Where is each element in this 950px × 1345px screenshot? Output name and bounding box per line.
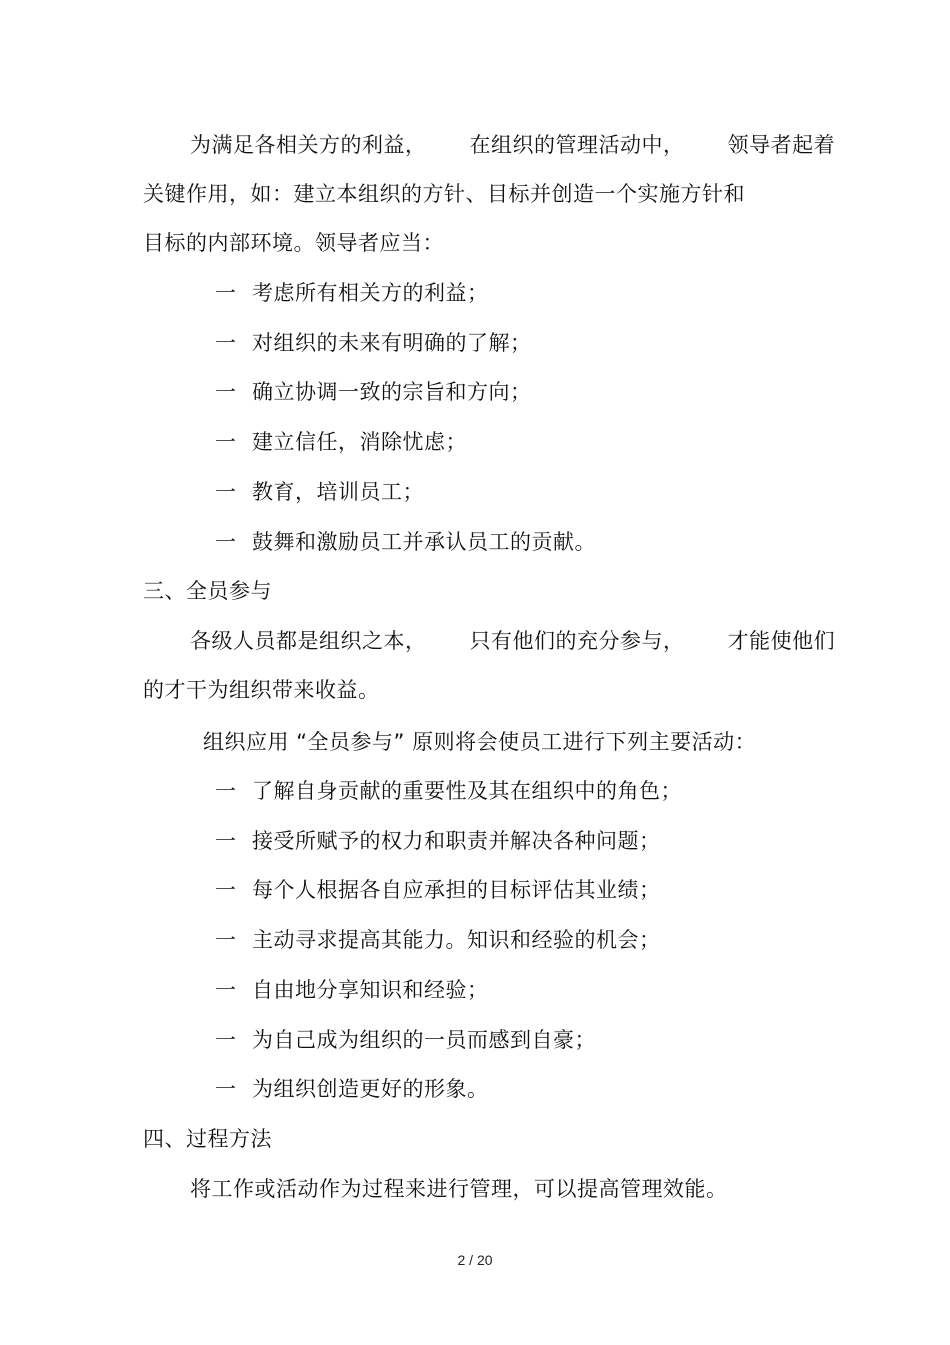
paragraph-line: 关键作用，如：建立本组织的方针、目标并创造一个实施方针和 xyxy=(143,182,745,206)
page-indicator: 2 / 20 xyxy=(457,1252,493,1268)
list-item-text: 了解自身贡献的重要性及其在组织中的角色； xyxy=(252,779,682,803)
bullet-dash: 一 xyxy=(215,878,236,902)
bullet-dash: 一 xyxy=(215,281,236,305)
list-item-text: 考虑所有相关方的利益； xyxy=(252,281,489,305)
paragraph-line: 目标的内部环境。领导者应当： xyxy=(143,231,444,255)
paragraph-line: 的才干为组织带来收益。 xyxy=(143,678,380,702)
list-item-text: 接受所赋予的权力和职责并解决各种问题； xyxy=(252,829,661,853)
bullet-dash: 一 xyxy=(215,530,236,554)
list-item-text: 鼓舞和激励员工并承认员工的贡献。 xyxy=(252,530,596,554)
paragraph-line: 将工作或活动作为过程来进行管理，可以提高管理效能。 xyxy=(190,1177,728,1201)
bullet-dash: 一 xyxy=(215,380,236,404)
bullet-dash: 一 xyxy=(215,1028,236,1052)
bullet-dash: 一 xyxy=(215,779,236,803)
list-item-text: 确立协调一致的宗旨和方向； xyxy=(252,380,532,404)
bullet-dash: 一 xyxy=(215,1077,236,1101)
bullet-dash: 一 xyxy=(215,480,236,504)
list-item-text: 自由地分享知识和经验； xyxy=(252,978,489,1002)
section-heading: 四、过程方法 xyxy=(143,1127,272,1151)
paragraph-line: 为满足各相关方的利益， 在组织的管理活动中， 领导者起着 xyxy=(190,133,836,157)
list-item-text: 为自己成为组织的一员而感到自豪； xyxy=(252,1028,596,1052)
list-item-text: 主动寻求提高其能力。知识和经验的机会； xyxy=(252,928,661,952)
bullet-dash: 一 xyxy=(215,430,236,454)
bullet-dash: 一 xyxy=(215,978,236,1002)
bullet-dash: 一 xyxy=(215,928,236,952)
bullet-dash: 一 xyxy=(215,331,236,355)
section-heading: 三、全员参与 xyxy=(143,579,272,603)
bullet-dash: 一 xyxy=(215,829,236,853)
paragraph-line: 组织应用 “全员参与” 原则将会使员工进行下列主要活动： xyxy=(203,730,757,754)
list-item-text: 对组织的未来有明确的了解； xyxy=(252,331,532,355)
list-item-text: 为组织创造更好的形象。 xyxy=(252,1077,489,1101)
list-item-text: 每个人根据各自应承担的目标评估其业绩； xyxy=(252,878,661,902)
list-item-text: 教育，培训员工； xyxy=(252,480,424,504)
list-item-text: 建立信任，消除忧虑； xyxy=(252,430,467,454)
paragraph-line: 各级人员都是组织之本， 只有他们的充分参与， 才能使他们 xyxy=(190,629,836,653)
